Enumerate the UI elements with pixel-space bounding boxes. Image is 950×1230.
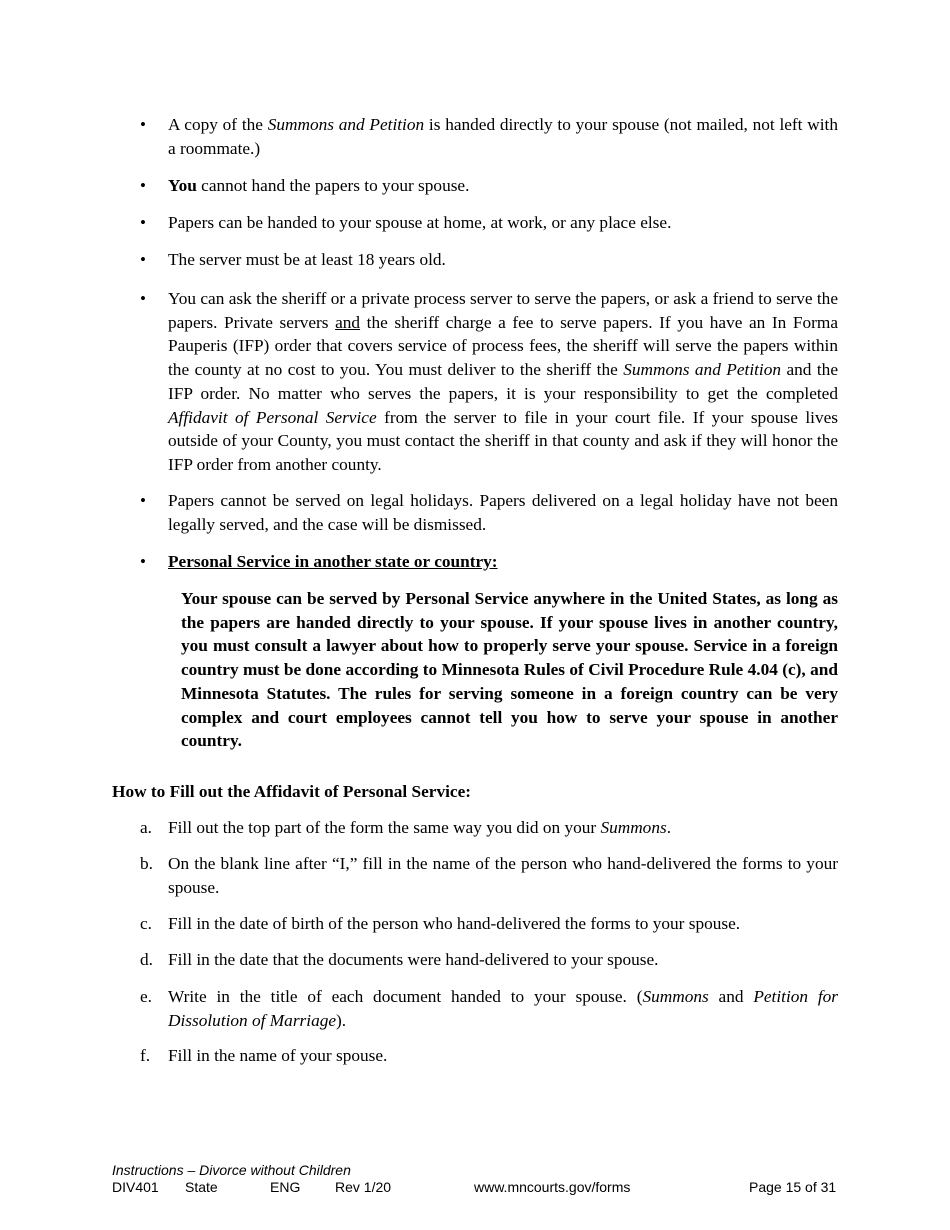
bullet-legal-holidays: Papers cannot be served on legal holidays. Papers delivered on a legal holiday have not been legally served, and the case will be dismissed. [168, 491, 838, 534]
step-letter: d. [140, 950, 153, 969]
text-run: Write in the title of each document handed to your spouse. ( [168, 987, 643, 1006]
bullet-dot: • [140, 250, 146, 269]
step-f: Fill in the name of your spouse. [168, 1046, 388, 1065]
text-run: the sheriff charge a fee to serve papers. If you have an In Forma Pauperis (IFP) order that covers service of process fees, the sheriff will serve the papers within the county at no cost to you. You must deliver to the sheriff the [168, 312, 838, 380]
italic-run: Summons and Petition [623, 360, 782, 380]
bullet-dot: • [140, 289, 146, 308]
bullet-dot: • [140, 176, 146, 195]
step-b: On the blank line after “I,” fill in the name of the person who hand-delivered the forms to your spouse. [168, 854, 838, 897]
text-run: cannot hand the papers to your spouse. [196, 176, 470, 195]
footer-state: State [185, 1179, 218, 1195]
step-c: Fill in the date of birth of the person who hand-delivered the forms to your spouse. [168, 914, 741, 933]
bold-run: You [168, 176, 197, 195]
step-d: Fill in the date that the documents were hand-delivered to your spouse. [168, 950, 659, 969]
italic-run: Summons and Petition [267, 115, 425, 134]
text-run: ). [336, 1010, 347, 1030]
text-run: and [708, 987, 754, 1006]
bullet-dot: • [140, 491, 146, 510]
another-state-notice: Your spouse can be served by Personal Service anywhere in the United States, as long as the papers are handed directly to your spouse. If your spouse lives in another country, you must consult a lawyer about how to properly serve your spouse. Service in a foreign country must be done according to Minnesota Rules of Civil Procedure Rule 4.04 (c), and Minnesota Statutes. The rules for serving someone in a foreign country can be very complex and court employees cannot tell you how to serve your spouse in another country. [181, 589, 838, 751]
bullet-sheriff-process-server [168, 287, 838, 477]
italic-run: Petition for Dissolution of Marriage [168, 987, 839, 1030]
italic-run: Affidavit of Personal Service [168, 407, 377, 427]
footer-form-number: DIV401 [112, 1179, 159, 1195]
step-a [168, 816, 838, 840]
step-letter: e. [140, 987, 152, 1006]
footer-title: Instructions – Divorce without Children [112, 1162, 351, 1178]
italic-run: Summons [600, 818, 667, 837]
footer-page-number: Page 15 of 31 [749, 1179, 837, 1195]
text-run: A copy of the [168, 115, 268, 134]
step-letter: b. [140, 854, 153, 873]
footer-language: ENG [270, 1179, 301, 1195]
text-run: You can ask the sheriff or a private process server to serve the papers, or ask a friend to serve the papers. Private servers [168, 289, 838, 332]
text-run: Fill out the top part of the form the same way you did on your [168, 818, 601, 837]
section-heading: How to Fill out the Affidavit of Personal Service: [112, 782, 472, 801]
footer-url: www.mncourts.gov/forms [474, 1179, 631, 1195]
bullet-dot: • [140, 552, 146, 571]
text-run: from the server to file in your court file. If your spouse lives outside of your County, you must contact the sheriff in that county and ask if they will honor the IFP order from another county. [168, 407, 838, 474]
text-run: . [666, 818, 672, 837]
bullet-you-cannot-hand [168, 174, 838, 198]
bullet-dot: • [140, 213, 146, 232]
bullet-where-handed: Papers can be handed to your spouse at home, at work, or any place else. [168, 213, 672, 232]
step-e [168, 985, 838, 1032]
bullet-dot: • [140, 115, 146, 134]
italic-run: Summons [642, 987, 709, 1006]
bold-underlined-run: Personal Service in another state or country: [168, 552, 498, 571]
bullet-server-age: The server must be at least 18 years old. [168, 250, 446, 269]
bullet-another-state-heading [168, 550, 838, 574]
underlined-run: and [335, 312, 361, 332]
footer-revision: Rev 1/20 [335, 1179, 392, 1195]
step-letter: f. [140, 1046, 151, 1065]
text-run: and the IFP order. No matter who serves the papers, it is your responsibility to get the completed [168, 360, 838, 403]
bullet-summons-handed [168, 113, 838, 160]
step-letter: c. [140, 914, 152, 933]
step-letter: a. [140, 818, 152, 837]
text-run: is handed directly to your spouse (not mailed, not left with a roommate.) [168, 115, 838, 158]
